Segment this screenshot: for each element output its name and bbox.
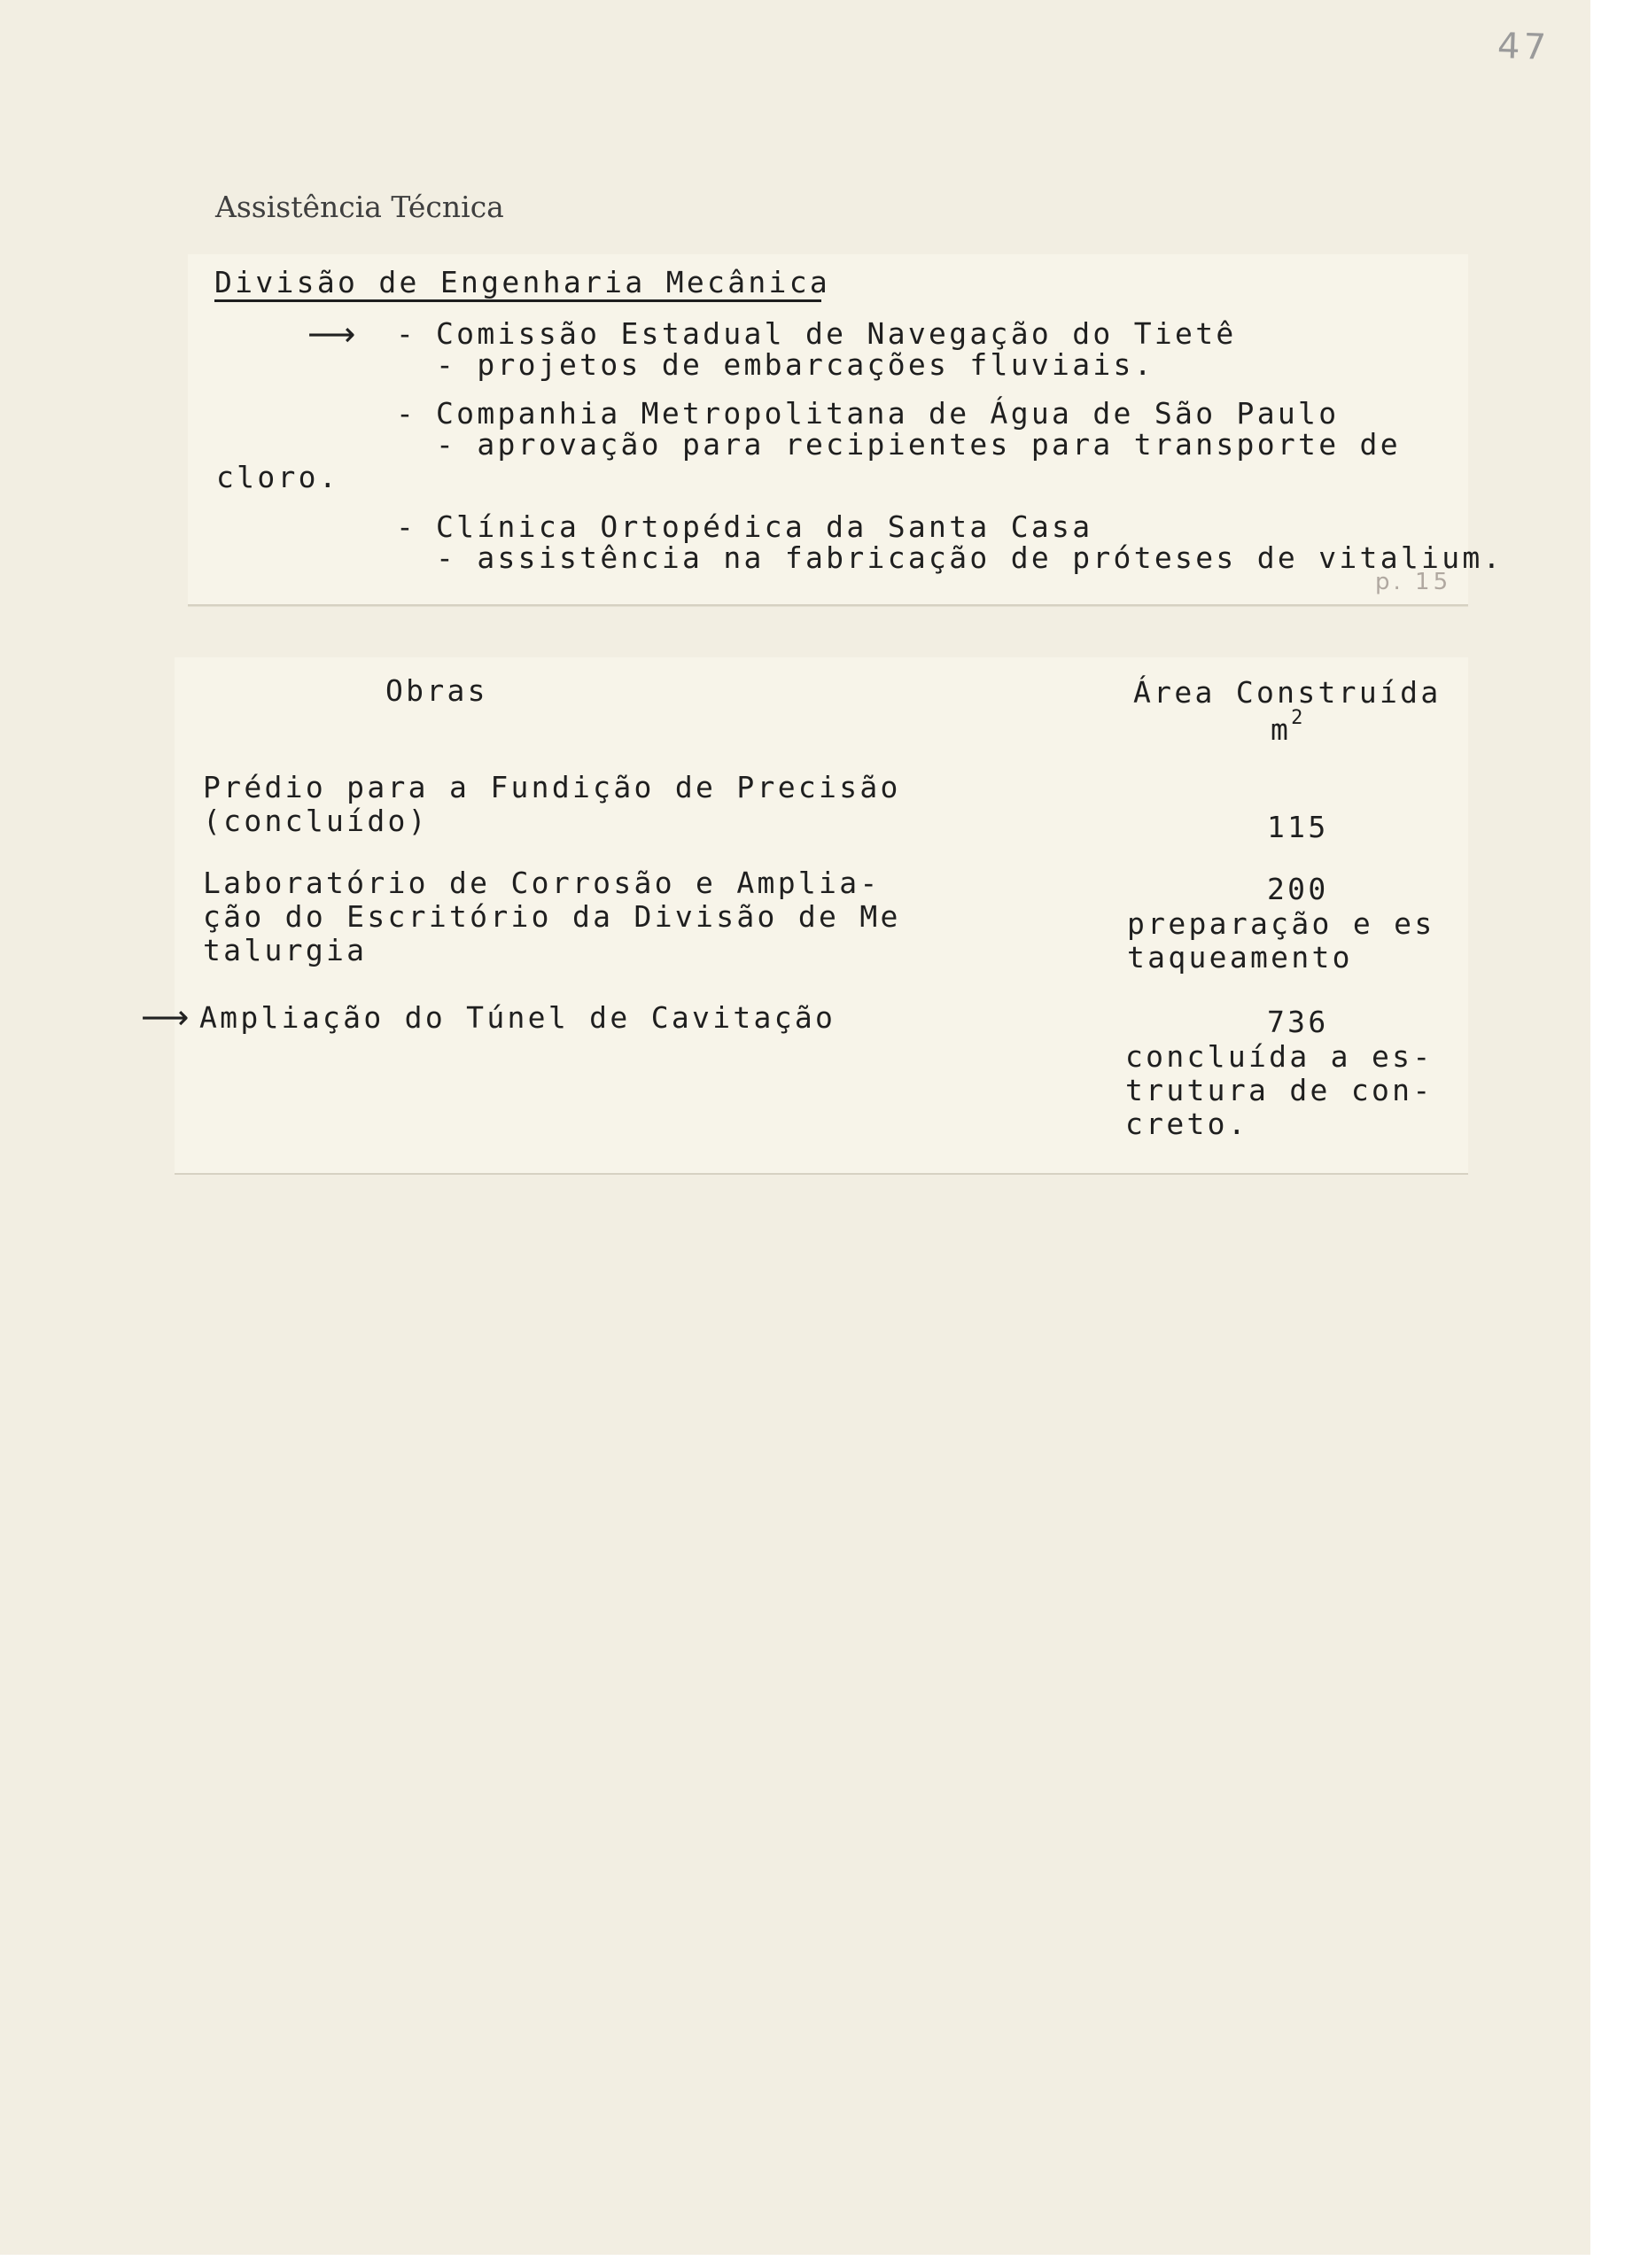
status-line: taqueamento bbox=[1127, 940, 1353, 975]
item-1-name: Comissão Estadual de Navegação do Tietê bbox=[436, 316, 1237, 351]
item-2-detail: - aprovação para recipientes para transporte de bbox=[436, 427, 1401, 462]
column-header-obras: Obras bbox=[385, 673, 488, 708]
status-line: trutura de con- bbox=[1125, 1073, 1434, 1107]
status-line: concluída a es- bbox=[1125, 1039, 1434, 1074]
table-row-3-status bbox=[1125, 1040, 1434, 1141]
item-2-detail-continuation: cloro. bbox=[216, 460, 340, 494]
item-2-bullet: - bbox=[396, 396, 417, 431]
column-header-unit bbox=[1271, 707, 1306, 747]
page-heading: Assistência Técnica bbox=[215, 190, 504, 224]
hand-drawn-arrow-icon: ⟶ bbox=[307, 315, 356, 353]
item-3-bullet: - bbox=[396, 509, 417, 544]
table-row-2-status bbox=[1127, 907, 1435, 975]
unit-exponent: 2 bbox=[1291, 707, 1306, 729]
division-title: Divisão de Engenharia Mecânica bbox=[214, 265, 831, 299]
table-row-2-area: 200 bbox=[1267, 872, 1329, 906]
obra-line: Laboratório de Corrosão e Amplia- bbox=[203, 866, 881, 900]
item-1-detail: - projetos de embarcações fluviais. bbox=[436, 347, 1154, 382]
table-row-1-area: 115 bbox=[1267, 810, 1329, 844]
table-row-1-obra bbox=[203, 771, 901, 838]
item-1-bullet: - bbox=[396, 316, 417, 351]
division-title-underline bbox=[214, 299, 821, 302]
hand-drawn-arrow-icon: ⟶ bbox=[141, 998, 190, 1037]
item-3-detail: - assistência na fabricação de próteses de vitalium. bbox=[436, 540, 1504, 575]
obra-line: Prédio para a Fundição de Precisão bbox=[203, 770, 901, 804]
column-header-area: Área Construída bbox=[1133, 675, 1442, 710]
unit-label: m bbox=[1271, 712, 1292, 747]
pencil-note: p. 15 bbox=[1375, 569, 1452, 595]
works-table-clipping bbox=[141, 657, 1468, 1175]
table-row-3-obra: Ampliação do Túnel de Cavitação bbox=[199, 1000, 836, 1035]
page-number: 47 bbox=[1496, 25, 1551, 69]
obra-line: talurgia bbox=[203, 933, 368, 967]
table-row-3-area: 736 bbox=[1267, 1005, 1329, 1039]
obra-line: ção do Escritório da Divisão de Me bbox=[203, 899, 901, 934]
mechanical-division-clipping bbox=[188, 254, 1504, 606]
item-3-name: Clínica Ortopédica da Santa Casa bbox=[436, 509, 1093, 544]
status-line: preparação e es bbox=[1127, 906, 1435, 941]
table-row-2-obra bbox=[203, 866, 901, 967]
status-line: creto. bbox=[1125, 1107, 1249, 1141]
obra-line: (concluído) bbox=[203, 804, 429, 838]
item-2-name: Companhia Metropolitana de Água de São Paulo bbox=[436, 396, 1340, 431]
